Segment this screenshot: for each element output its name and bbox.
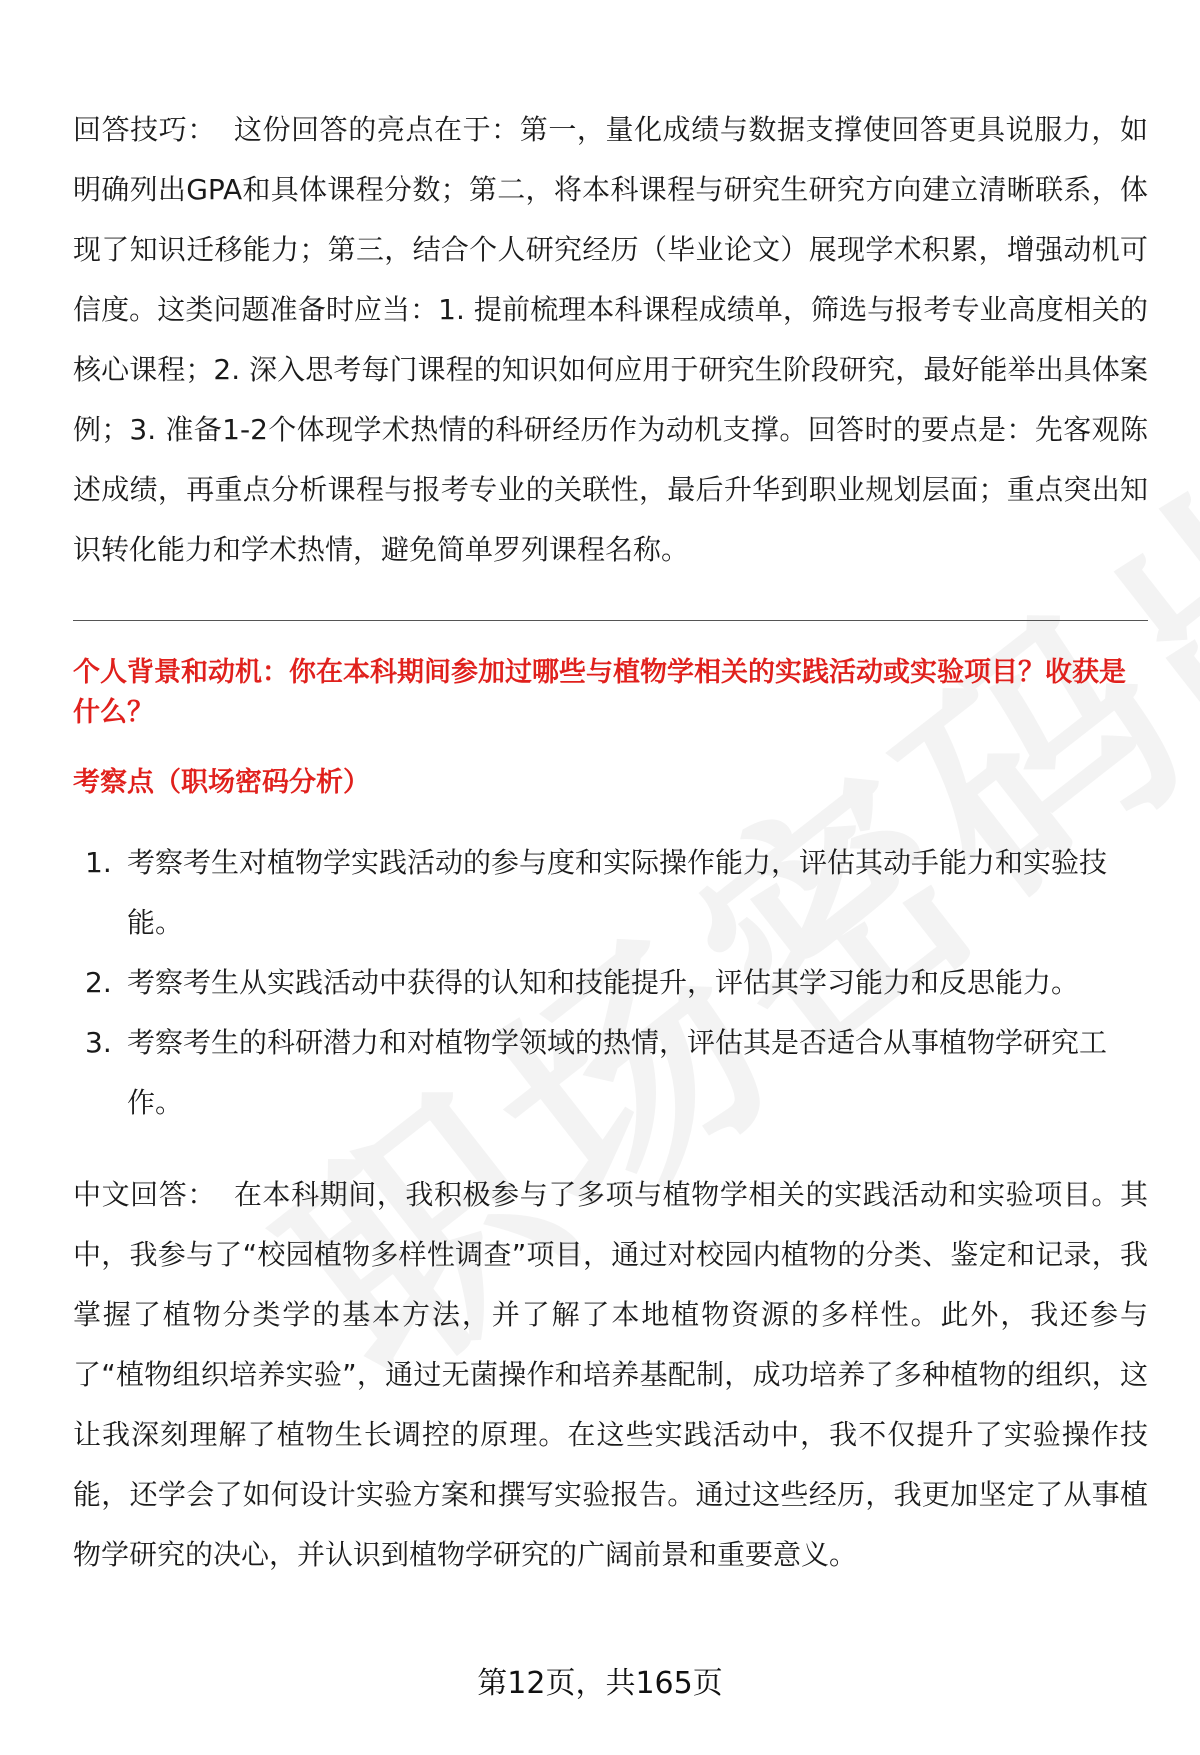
list-item-number: 1. xyxy=(85,846,112,879)
page-number: 第12页，共165页 xyxy=(477,1666,723,1701)
question-heading: 个人背景和动机：你在本科期间参加过哪些与植物学相关的实践活动或实验项目？收获是什么？ xyxy=(73,657,1126,728)
tips-label: 回答技巧： xyxy=(73,113,216,146)
list-item-number: 2. xyxy=(85,966,112,999)
tips-text: 这份回答的亮点在于：第一，量化成绩与数据支撑使回答更具说服力，如明确列出GPA和具体课程分数；第二，将本科课程与研究生研究方向建立清晰联系，体现了知识迁移能力；第三，结合个人研究经历（毕业论文）展现学术积累，增强动机可信度。这类问题准备时应当：1. 提前梳理本科课程成绩单，筛选与报考专业高度相关的核心课程；2. 深入思考每门课程的知识如何应用于研究生阶段研究，最好能举出具体案例；3. 准备1-2个体现学术热情的科研经历作为动机支撑。回答时的要点是：先客观陈述成绩，再重点分析课程与报考专业的关联性，最后升华到职业规划层面；重点突出知识转化能力和学术热情，避免简单罗列课程名称。 xyxy=(73,113,1148,566)
page-content xyxy=(73,100,1148,1585)
tips-paragraph xyxy=(73,100,1148,580)
answer-paragraph xyxy=(73,1165,1148,1585)
list-item-text: 考察考生的科研潜力和对植物学领域的热情，评估其是否适合从事植物学研究工作。 xyxy=(127,1026,1108,1119)
list-item-text: 考察考生对植物学实践活动的参与度和实际操作能力，评估其动手能力和实验技能。 xyxy=(127,846,1108,939)
list-item-text: 考察考生从实践活动中获得的认知和技能提升，评估其学习能力和反思能力。 xyxy=(127,966,1080,999)
list-item-number: 3. xyxy=(85,1026,112,1059)
list-item xyxy=(73,953,1148,1013)
section-divider xyxy=(73,620,1148,621)
answer-text: 在本科期间，我积极参与了多项与植物学相关的实践活动和实验项目。其中，我参与了“校园植物多样性调查”项目，通过对校园内植物的分类、鉴定和记录，我掌握了植物分类学的基本方法，并了解了本地植物资源的多样性。此外，我还参与了“植物组织培养实验”，通过无菌操作和培养基配制，成功培养了多种植物的组织，这让我深刻理解了植物生长调控的原理。在这些实践活动中，我不仅提升了实验操作技能，还学会了如何设计实验方案和撰写实验报告。通过这些经历，我更加坚定了从事植物学研究的决心，并认识到植物学研究的广阔前景和重要意义。 xyxy=(73,1178,1148,1571)
section-title: 考察点（职场密码分析） xyxy=(73,767,370,798)
answer-label: 中文回答： xyxy=(73,1178,216,1211)
list-item xyxy=(73,833,1148,953)
list-item xyxy=(73,1013,1148,1133)
assessment-points-list xyxy=(73,833,1148,1133)
